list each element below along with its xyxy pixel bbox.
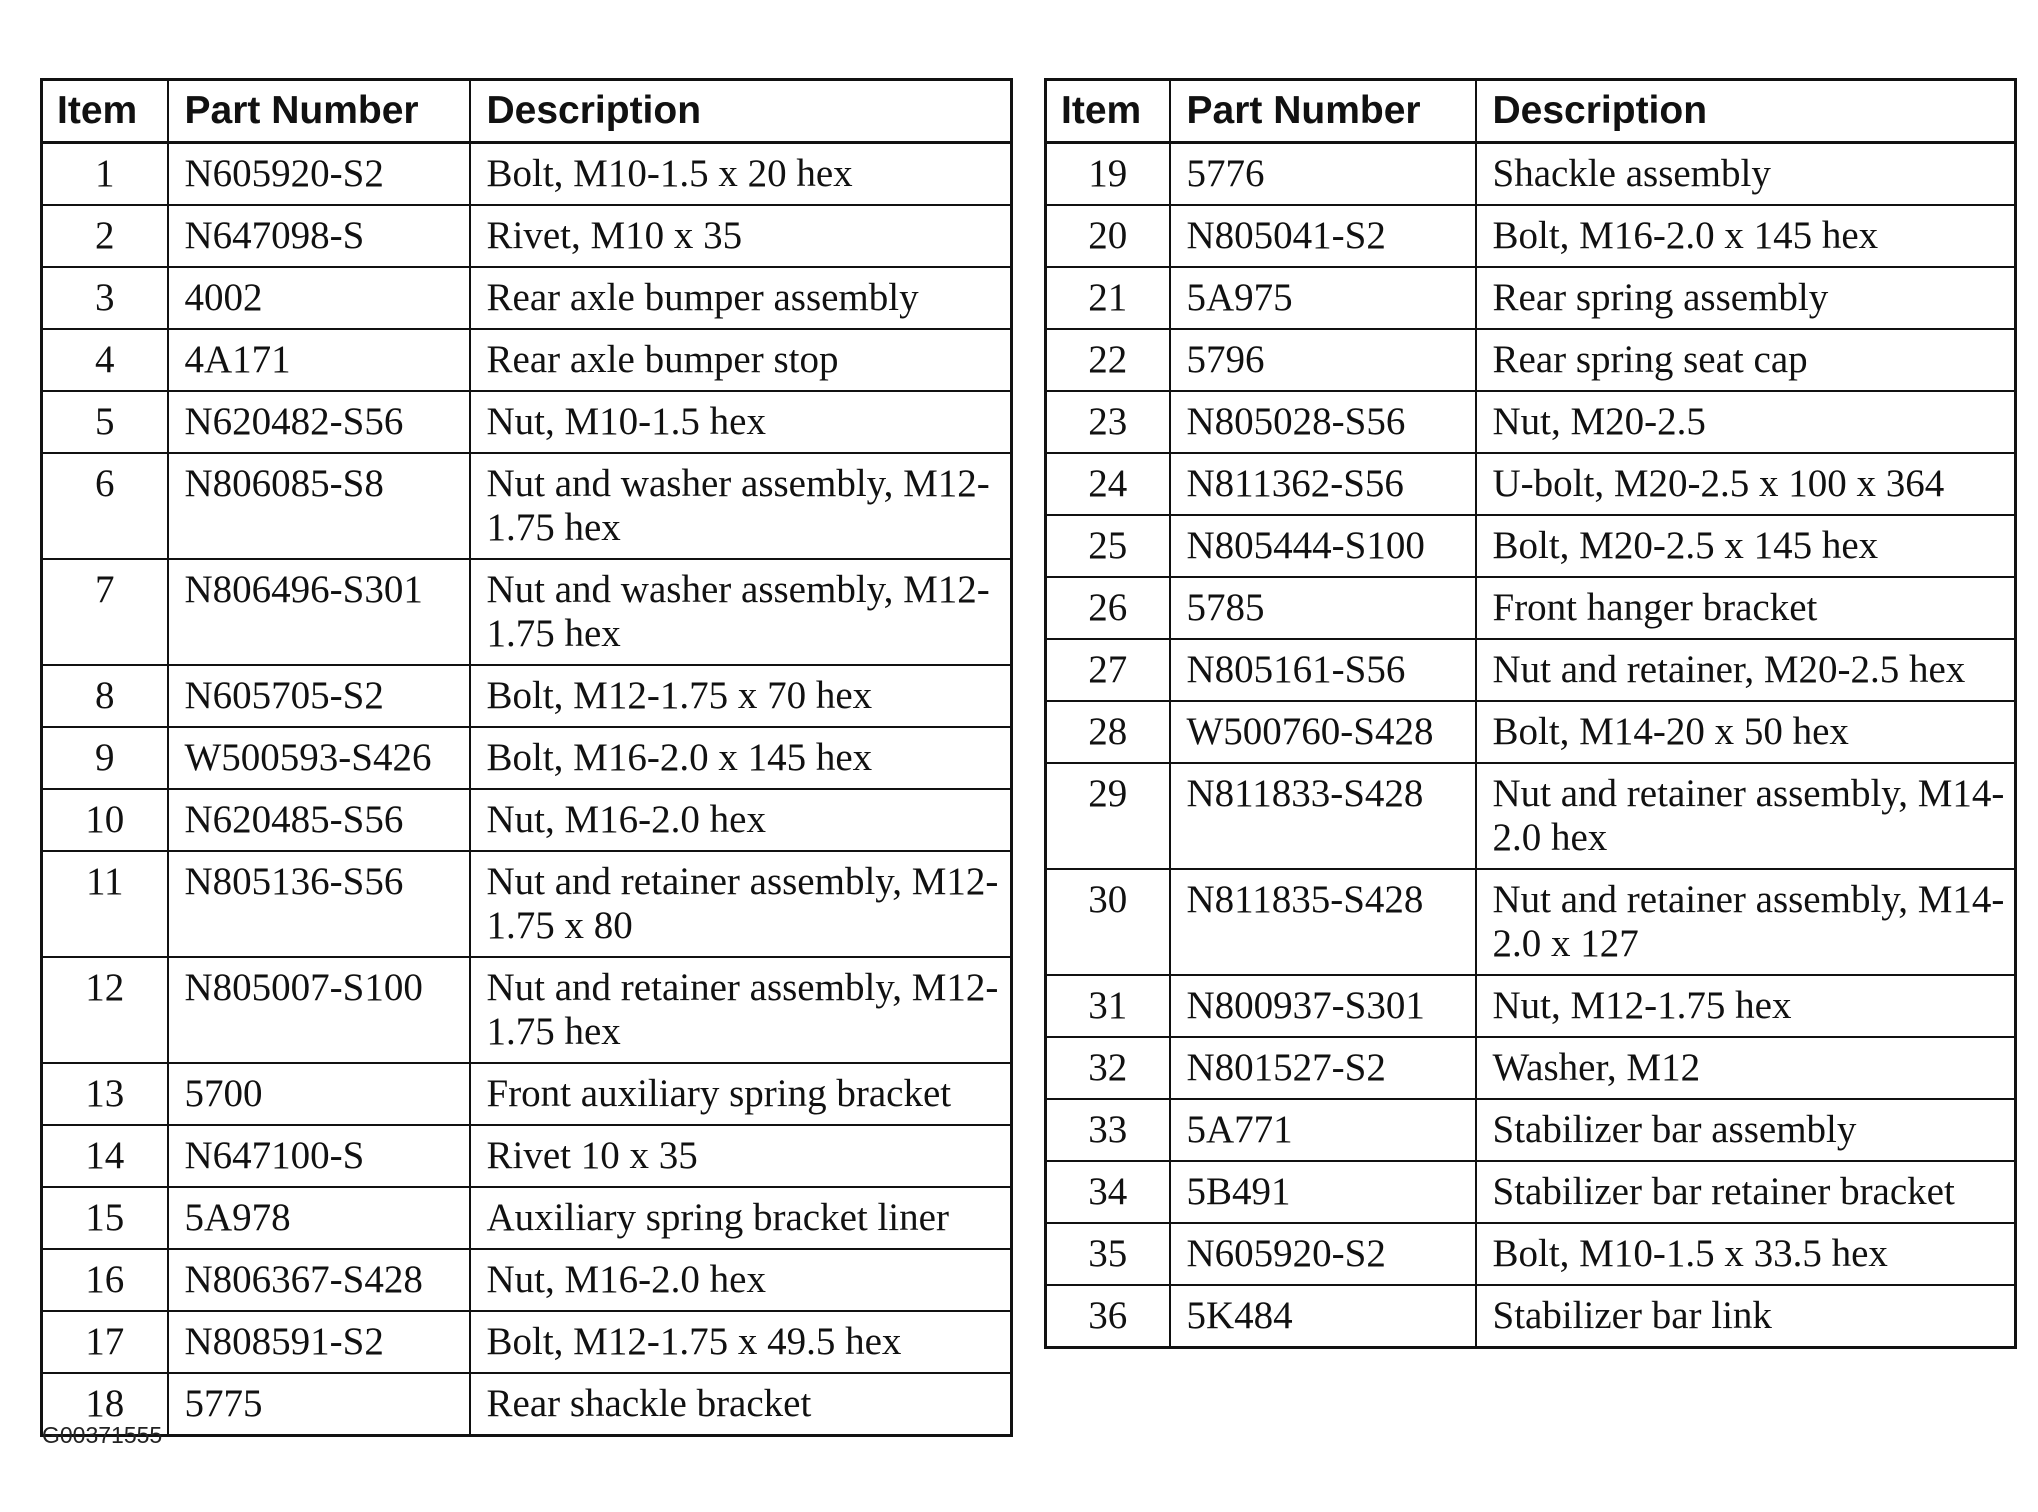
parts-table-left bbox=[40, 78, 1013, 1437]
description-cell: Bolt, M10-1.5 x 33.5 hex bbox=[1476, 1223, 2016, 1285]
item-number-cell: 20 bbox=[1046, 205, 1170, 267]
part-number-cell: N805444-S100 bbox=[1170, 515, 1476, 577]
item-number-cell: 8 bbox=[42, 665, 168, 727]
item-number-cell: 34 bbox=[1046, 1161, 1170, 1223]
part-number-cell: 5796 bbox=[1170, 329, 1476, 391]
description-cell: Nut, M16-2.0 hex bbox=[470, 789, 1012, 851]
description-cell: Shackle assembly bbox=[1476, 143, 2016, 206]
part-number-cell: N805136-S56 bbox=[168, 851, 470, 957]
table-row bbox=[42, 1373, 1012, 1436]
table-row bbox=[42, 1063, 1012, 1125]
table-row bbox=[42, 789, 1012, 851]
item-number-cell: 4 bbox=[42, 329, 168, 391]
item-number-cell: 3 bbox=[42, 267, 168, 329]
description-cell: Bolt, M10-1.5 x 20 hex bbox=[470, 143, 1012, 206]
column-header-item: Item bbox=[1046, 80, 1170, 143]
description-cell: Nut and retainer assembly, M14-2.0 x 127 bbox=[1476, 869, 2016, 975]
description-cell: U-bolt, M20-2.5 x 100 x 364 bbox=[1476, 453, 2016, 515]
part-number-cell: W500593-S426 bbox=[168, 727, 470, 789]
description-cell: Rear axle bumper stop bbox=[470, 329, 1012, 391]
description-cell: Nut, M12-1.75 hex bbox=[1476, 975, 2016, 1037]
part-number-cell: N805161-S56 bbox=[1170, 639, 1476, 701]
item-number-cell: 12 bbox=[42, 957, 168, 1063]
description-cell: Rivet, M10 x 35 bbox=[470, 205, 1012, 267]
part-number-cell: 5B491 bbox=[1170, 1161, 1476, 1223]
table-row bbox=[1046, 515, 2016, 577]
item-number-cell: 14 bbox=[42, 1125, 168, 1187]
part-number-cell: N805007-S100 bbox=[168, 957, 470, 1063]
table-row bbox=[42, 1187, 1012, 1249]
description-cell: Bolt, M20-2.5 x 145 hex bbox=[1476, 515, 2016, 577]
description-cell: Bolt, M14-20 x 50 hex bbox=[1476, 701, 2016, 763]
description-cell: Auxiliary spring bracket liner bbox=[470, 1187, 1012, 1249]
part-number-cell: N811835-S428 bbox=[1170, 869, 1476, 975]
item-number-cell: 28 bbox=[1046, 701, 1170, 763]
table-row bbox=[42, 453, 1012, 559]
part-number-cell: N806367-S428 bbox=[168, 1249, 470, 1311]
description-cell: Bolt, M12-1.75 x 49.5 hex bbox=[470, 1311, 1012, 1373]
item-number-cell: 23 bbox=[1046, 391, 1170, 453]
table-row bbox=[42, 205, 1012, 267]
table-row bbox=[42, 727, 1012, 789]
part-number-cell: 5700 bbox=[168, 1063, 470, 1125]
item-number-cell: 2 bbox=[42, 205, 168, 267]
table-row bbox=[1046, 763, 2016, 869]
description-cell: Bolt, M16-2.0 x 145 hex bbox=[1476, 205, 2016, 267]
description-cell: Nut and retainer assembly, M12-1.75 x 80 bbox=[470, 851, 1012, 957]
table-row bbox=[1046, 1099, 2016, 1161]
column-header-part-number: Part Number bbox=[1170, 80, 1476, 143]
table-row bbox=[42, 143, 1012, 206]
description-cell: Bolt, M16-2.0 x 145 hex bbox=[470, 727, 1012, 789]
part-number-cell: N811362-S56 bbox=[1170, 453, 1476, 515]
part-number-cell: 5K484 bbox=[1170, 1285, 1476, 1348]
table-row bbox=[1046, 391, 2016, 453]
description-cell: Nut and washer assembly, M12-1.75 hex bbox=[470, 453, 1012, 559]
parts-table-left-body bbox=[42, 143, 1012, 1436]
item-number-cell: 16 bbox=[42, 1249, 168, 1311]
table-row bbox=[1046, 975, 2016, 1037]
part-number-cell: N647100-S bbox=[168, 1125, 470, 1187]
table-row bbox=[1046, 1223, 2016, 1285]
part-number-cell: N811833-S428 bbox=[1170, 763, 1476, 869]
item-number-cell: 21 bbox=[1046, 267, 1170, 329]
part-number-cell: N620482-S56 bbox=[168, 391, 470, 453]
part-number-cell: 4002 bbox=[168, 267, 470, 329]
table-row bbox=[1046, 1285, 2016, 1348]
part-number-cell: N800937-S301 bbox=[1170, 975, 1476, 1037]
description-cell: Nut and washer assembly, M12-1.75 hex bbox=[470, 559, 1012, 665]
item-number-cell: 9 bbox=[42, 727, 168, 789]
item-number-cell: 36 bbox=[1046, 1285, 1170, 1348]
item-number-cell: 31 bbox=[1046, 975, 1170, 1037]
part-number-cell: N806085-S8 bbox=[168, 453, 470, 559]
part-number-cell: N647098-S bbox=[168, 205, 470, 267]
part-number-cell: W500760-S428 bbox=[1170, 701, 1476, 763]
table-row bbox=[1046, 1037, 2016, 1099]
item-number-cell: 33 bbox=[1046, 1099, 1170, 1161]
part-number-cell: N605920-S2 bbox=[1170, 1223, 1476, 1285]
item-number-cell: 30 bbox=[1046, 869, 1170, 975]
item-number-cell: 29 bbox=[1046, 763, 1170, 869]
table-row bbox=[42, 851, 1012, 957]
part-number-cell: N605705-S2 bbox=[168, 665, 470, 727]
item-number-cell: 13 bbox=[42, 1063, 168, 1125]
description-cell: Rear axle bumper assembly bbox=[470, 267, 1012, 329]
description-cell: Nut and retainer assembly, M12-1.75 hex bbox=[470, 957, 1012, 1063]
item-number-cell: 18 bbox=[42, 1373, 168, 1436]
table-row bbox=[42, 391, 1012, 453]
column-header-description: Description bbox=[1476, 80, 2016, 143]
item-number-cell: 6 bbox=[42, 453, 168, 559]
part-number-cell: N806496-S301 bbox=[168, 559, 470, 665]
item-number-cell: 1 bbox=[42, 143, 168, 206]
item-number-cell: 15 bbox=[42, 1187, 168, 1249]
description-cell: Nut, M16-2.0 hex bbox=[470, 1249, 1012, 1311]
part-number-cell: N620485-S56 bbox=[168, 789, 470, 851]
column-header-item: Item bbox=[42, 80, 168, 143]
part-number-cell: N605920-S2 bbox=[168, 143, 470, 206]
table-row bbox=[42, 1311, 1012, 1373]
description-cell: Front auxiliary spring bracket bbox=[470, 1063, 1012, 1125]
table-row bbox=[42, 1125, 1012, 1187]
description-cell: Nut, M10-1.5 hex bbox=[470, 391, 1012, 453]
part-number-cell: N801527-S2 bbox=[1170, 1037, 1476, 1099]
description-cell: Nut and retainer assembly, M14-2.0 hex bbox=[1476, 763, 2016, 869]
part-number-cell: N808591-S2 bbox=[168, 1311, 470, 1373]
description-cell: Rear spring seat cap bbox=[1476, 329, 2016, 391]
part-number-cell: 5A978 bbox=[168, 1187, 470, 1249]
table-row bbox=[1046, 639, 2016, 701]
part-number-cell: 5A771 bbox=[1170, 1099, 1476, 1161]
table-row bbox=[1046, 577, 2016, 639]
part-number-cell: 5785 bbox=[1170, 577, 1476, 639]
item-number-cell: 19 bbox=[1046, 143, 1170, 206]
part-number-cell: 5776 bbox=[1170, 143, 1476, 206]
item-number-cell: 32 bbox=[1046, 1037, 1170, 1099]
description-cell: Stabilizer bar assembly bbox=[1476, 1099, 2016, 1161]
item-number-cell: 17 bbox=[42, 1311, 168, 1373]
description-cell: Rear spring assembly bbox=[1476, 267, 2016, 329]
item-number-cell: 25 bbox=[1046, 515, 1170, 577]
description-cell: Front hanger bracket bbox=[1476, 577, 2016, 639]
item-number-cell: 26 bbox=[1046, 577, 1170, 639]
part-number-cell: N805041-S2 bbox=[1170, 205, 1476, 267]
item-number-cell: 22 bbox=[1046, 329, 1170, 391]
description-cell: Rear shackle bracket bbox=[470, 1373, 1012, 1436]
column-header-part-number: Part Number bbox=[168, 80, 470, 143]
table-row bbox=[1046, 1161, 2016, 1223]
item-number-cell: 11 bbox=[42, 851, 168, 957]
item-number-cell: 24 bbox=[1046, 453, 1170, 515]
description-cell: Stabilizer bar link bbox=[1476, 1285, 2016, 1348]
part-number-cell: 5775 bbox=[168, 1373, 470, 1436]
item-number-cell: 10 bbox=[42, 789, 168, 851]
column-header-description: Description bbox=[470, 80, 1012, 143]
table-row bbox=[1046, 701, 2016, 763]
table-row bbox=[42, 267, 1012, 329]
item-number-cell: 7 bbox=[42, 559, 168, 665]
part-number-cell: 4A171 bbox=[168, 329, 470, 391]
description-cell: Stabilizer bar retainer bracket bbox=[1476, 1161, 2016, 1223]
table-row bbox=[42, 1249, 1012, 1311]
table-row bbox=[1046, 267, 2016, 329]
figure-id: G00371555 bbox=[42, 1422, 163, 1448]
table-row bbox=[42, 665, 1012, 727]
description-cell: Rivet 10 x 35 bbox=[470, 1125, 1012, 1187]
header-row bbox=[1046, 80, 2016, 143]
header-row bbox=[42, 80, 1012, 143]
item-number-cell: 5 bbox=[42, 391, 168, 453]
table-row bbox=[1046, 205, 2016, 267]
table-row bbox=[42, 957, 1012, 1063]
description-cell: Nut and retainer, M20-2.5 hex bbox=[1476, 639, 2016, 701]
description-cell: Nut, M20-2.5 bbox=[1476, 391, 2016, 453]
table-row bbox=[42, 559, 1012, 665]
parts-table-right bbox=[1044, 78, 2017, 1349]
item-number-cell: 27 bbox=[1046, 639, 1170, 701]
description-cell: Washer, M12 bbox=[1476, 1037, 2016, 1099]
table-row bbox=[1046, 329, 2016, 391]
table-row bbox=[1046, 869, 2016, 975]
table-row bbox=[1046, 143, 2016, 206]
part-number-cell: 5A975 bbox=[1170, 267, 1476, 329]
part-number-cell: N805028-S56 bbox=[1170, 391, 1476, 453]
description-cell: Bolt, M12-1.75 x 70 hex bbox=[470, 665, 1012, 727]
parts-table-right-body bbox=[1046, 143, 2016, 1348]
item-number-cell: 35 bbox=[1046, 1223, 1170, 1285]
table-row bbox=[1046, 453, 2016, 515]
table-row bbox=[42, 329, 1012, 391]
